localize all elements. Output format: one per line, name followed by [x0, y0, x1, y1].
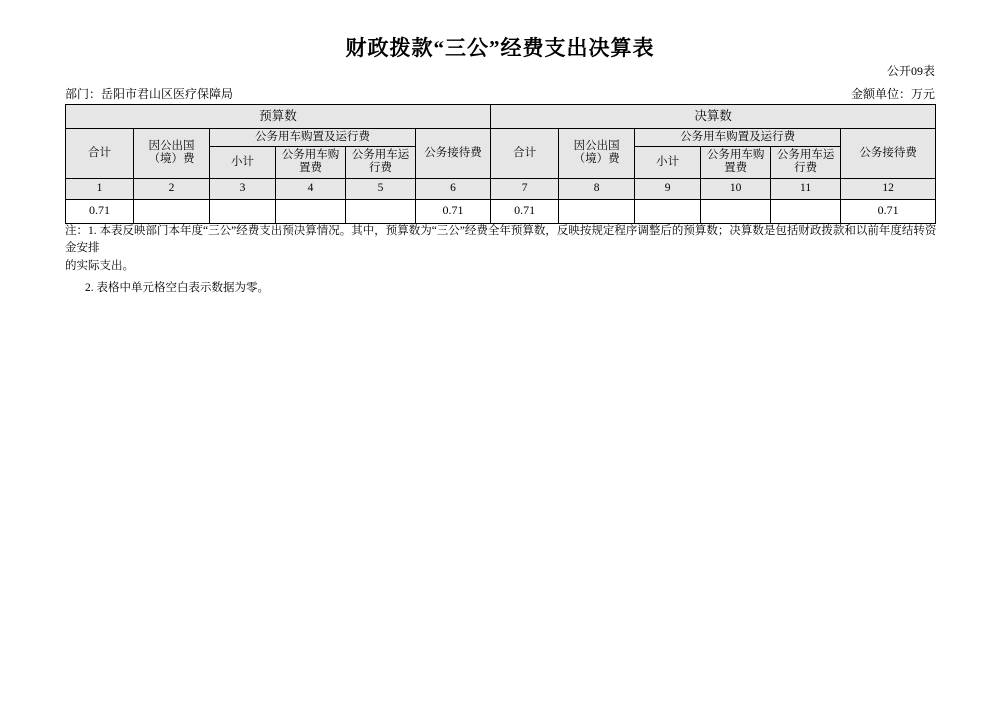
- cell-budget-vehicle-subtotal: [210, 199, 276, 223]
- column-number: 12: [841, 178, 936, 199]
- col-header-budget-vehicle-operation: 公务用车运行费: [346, 147, 416, 178]
- table-group-header-row: [66, 105, 936, 129]
- cell-budget-reception: 0.71: [416, 199, 491, 223]
- column-number: 2: [134, 178, 210, 199]
- note-line-1: 注：1. 本表反映部门本年度“三公”经费支出预决算情况。其中，预算数为“三公”经费全年预算数，反映按规定程序调整后的预算数；决算数是包括财政拨款和以前年度结转资金安排: [65, 225, 937, 255]
- col-header-final-reception: 公务接待费: [841, 129, 936, 179]
- table-notes: [65, 223, 945, 297]
- cell-final-vehicle-purchase: [701, 199, 771, 223]
- column-number: 8: [559, 178, 635, 199]
- column-number: 7: [491, 178, 559, 199]
- column-number: 1: [66, 178, 134, 199]
- col-header-budget-vehicle-subtotal: 小计: [210, 147, 276, 178]
- column-number: 5: [346, 178, 416, 199]
- column-number: 9: [635, 178, 701, 199]
- meta-row: [65, 85, 935, 102]
- note-line-2: 2. 表格中单元格空白表示数据为零。: [85, 281, 269, 294]
- col-header-budget-reception: 公务接待费: [416, 129, 491, 179]
- col-header-final-vehicle-subtotal: 小计: [635, 147, 701, 178]
- cell-budget-vehicle-purchase: [276, 199, 346, 223]
- column-number: 4: [276, 178, 346, 199]
- finance-table: [65, 104, 936, 224]
- column-number: 6: [416, 178, 491, 199]
- table-row: [66, 199, 936, 223]
- cell-budget-vehicle-operation: [346, 199, 416, 223]
- col-header-final-vehicle-operation: 公务用车运行费: [771, 147, 841, 178]
- column-number: 11: [771, 178, 841, 199]
- col-header-budget-vehicle: 公务用车购置及运行费: [210, 129, 416, 147]
- group-header-final: 决算数: [491, 105, 936, 129]
- table-column-number-row: [66, 178, 936, 199]
- page-title: 财政拨款“三公”经费支出决算表: [345, 36, 655, 60]
- column-number: 10: [701, 178, 771, 199]
- group-header-budget: 预算数: [66, 105, 491, 129]
- cell-final-vehicle-subtotal: [635, 199, 701, 223]
- col-header-final-overseas: 因公出国（境）费: [559, 129, 635, 179]
- col-header-final-vehicle-purchase: 公务用车购置费: [701, 147, 771, 178]
- sheet-code: 公开09表: [886, 64, 935, 78]
- cell-budget-overseas: [134, 199, 210, 223]
- col-header-budget-vehicle-purchase: 公务用车购置费: [276, 147, 346, 178]
- col-header-final-total: 合计: [491, 129, 559, 179]
- cell-final-overseas: [559, 199, 635, 223]
- note-line-1b: 的实际支出。: [65, 259, 134, 272]
- col-header-final-vehicle: 公务用车购置及运行费: [635, 129, 841, 147]
- table-subgroup-header-row: [66, 129, 936, 147]
- col-header-budget-overseas: 因公出国（境）费: [134, 129, 210, 179]
- cell-final-vehicle-operation: [771, 199, 841, 223]
- cell-final-total: 0.71: [491, 199, 559, 223]
- department-label: 部门：岳阳市君山区医疗保障局: [65, 87, 234, 101]
- cell-budget-total: 0.71: [66, 199, 134, 223]
- col-header-budget-total: 合计: [66, 129, 134, 179]
- unit-label: 金额单位：万元: [850, 87, 935, 101]
- finance-table-wrapper: [65, 104, 935, 224]
- column-number: 3: [210, 178, 276, 199]
- cell-final-reception: 0.71: [841, 199, 936, 223]
